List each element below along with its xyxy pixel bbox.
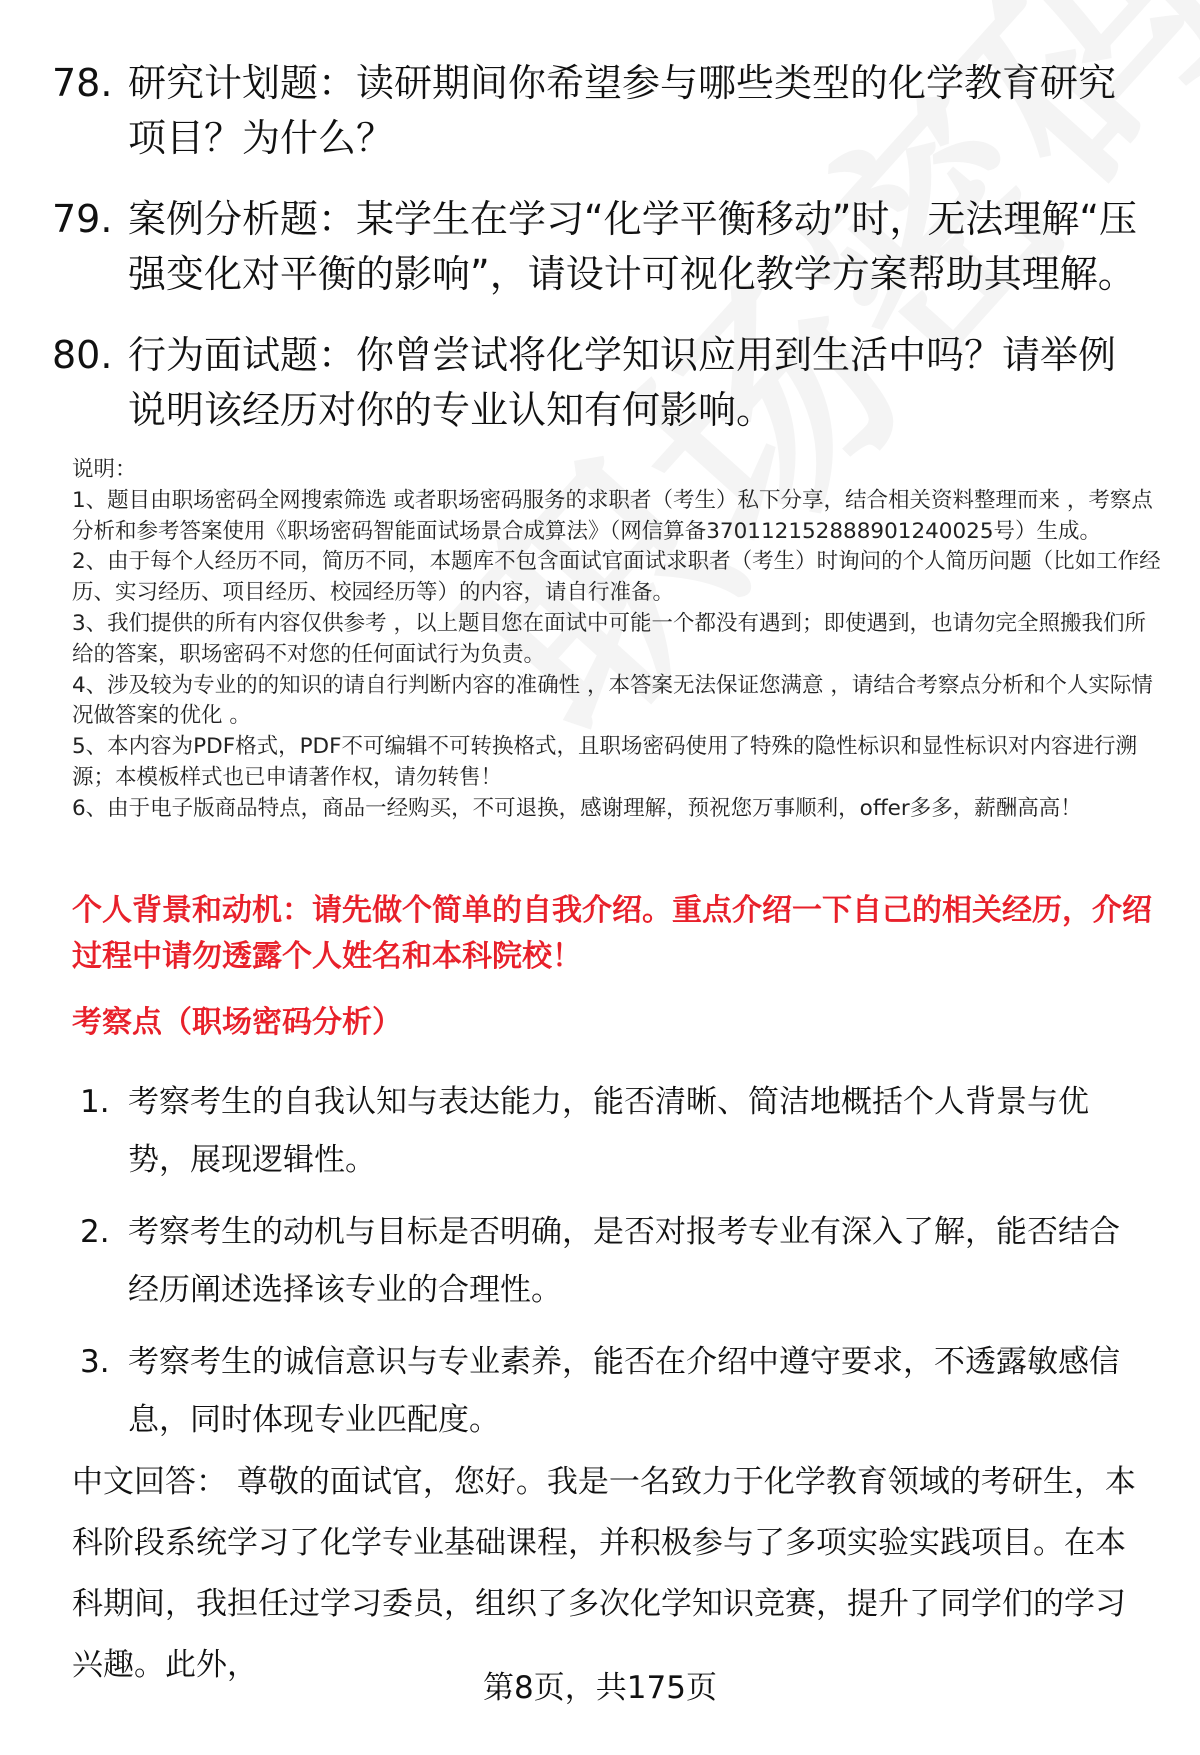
page-footer: 第8页，共175页 (483, 1670, 717, 1706)
question-item (52, 56, 1152, 166)
note-item: 4、涉及较为专业的的知识的请自行判断内容的准确性 ，本答案无法保证您满意 ，请结合考察点分析和个人实际情况做答案的优化 。 (72, 672, 1153, 729)
note-item: 1、题目由职场密码全网搜索筛选 或者职场密码服务的求职者（考生）私下分享，结合相关资料整理而来 ，考察点分析和参考答案使用《职场密码智能面试场景合成算法》（网信算备370112152888901240025号）生成。 (72, 487, 1153, 544)
question-item (52, 192, 1152, 302)
notes-title: 说明： (72, 457, 137, 482)
question-number: 80. (52, 333, 113, 377)
assessment-point (80, 1203, 1150, 1319)
point-text: 考察考生的动机与目标是否明确，是否对报考专业有深入了解，能否结合经历阐述选择该专业的合理性。 (128, 1214, 1120, 1308)
note-item: 5、本内容为PDF格式，PDF不可编辑不可转换格式，且职场密码使用了特殊的隐性标识和显性标识对内容进行溯源；本模板样式也已申请著作权，请勿转售！ (72, 734, 1137, 790)
question-text: 案例分析题：某学生在学习“化学平衡移动”时，无法理解“压强变化对平衡的影响”，请设计可视化教学方案帮助其理解。 (128, 197, 1138, 296)
question-number: 78. (52, 61, 113, 105)
assessment-points-list (80, 1073, 1150, 1463)
point-number: 3. (80, 1344, 110, 1380)
section-sub-heading: 考察点（职场密码分析） (72, 1005, 402, 1040)
section-heading: 个人背景和动机：请先做个简单的自我介绍。重点介绍一下自己的相关经历，介绍过程中请勿透露个人姓名和本科院校！ (72, 893, 1152, 974)
point-text: 考察考生的诚信意识与专业素养，能否在介绍中遵守要求，不透露敏感信息，同时体现专业匹配度。 (128, 1344, 1120, 1438)
note-item: 6、由于电子版商品特点，商品一经购买，不可退换，感谢理解，预祝您万事顺利，offer多多，薪酬高高！ (72, 795, 1082, 821)
question-number: 79. (52, 197, 113, 241)
note-item: 2、由于每个人经历不同，简历不同，本题库不包含面试官面试求职者（考生）时询问的个人简历问题（比如工作经历、实习经历、项目经历、校园经历等）的内容，请自行准备。 (72, 549, 1161, 606)
question-text: 行为面试题：你曾尝试将化学知识应用到生活中吗？请举例说明该经历对你的专业认知有何影响。 (128, 333, 1117, 432)
question-item (52, 328, 1152, 438)
note-item: 3、我们提供的所有内容仅供参考 ，以上题目您在面试中可能一个都没有遇到；即使遇到，也请勿完全照搬我们所给的答案，职场密码不对您的任何面试行为负责。 (72, 610, 1147, 667)
point-text: 考察考生的自我认知与表达能力，能否清晰、简洁地概括个人背景与优势，展现逻辑性。 (128, 1084, 1089, 1178)
point-number: 2. (80, 1214, 110, 1250)
assessment-point (80, 1073, 1150, 1189)
point-number: 1. (80, 1084, 110, 1120)
question-text: 研究计划题：读研期间你希望参与哪些类型的化学教育研究项目？为什么？ (128, 61, 1117, 160)
answer-paragraph: 中文回答： 尊敬的面试官，您好。我是一名致力于化学教育领域的考研生，本科阶段系统学习了化学专业基础课程，并积极参与了多项实验实践项目。在本科期间，我担任过学习委员，组织了多次化学知识竞赛，提升了同学们的学习兴趣。此外， (72, 1464, 1136, 1683)
assessment-point (80, 1333, 1150, 1449)
notes-block (72, 455, 1162, 825)
question-list (52, 56, 1152, 464)
